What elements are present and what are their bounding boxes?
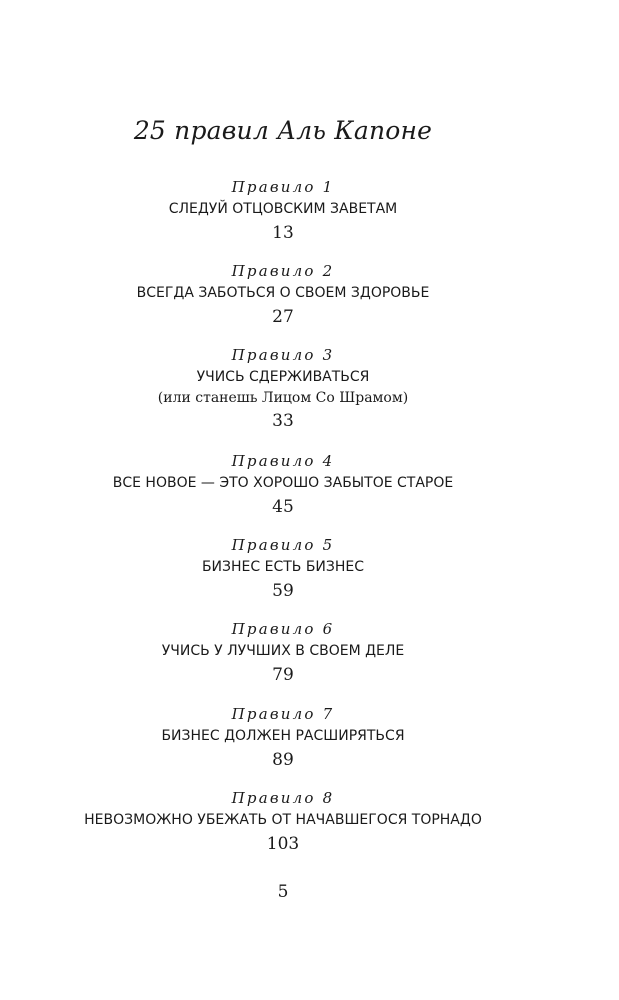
rule-page-number: 13: [272, 223, 294, 243]
rule-title: ВСЕГДА ЗАБОТЬСЯ О СВОЕМ ЗДОРОВЬЕ: [136, 285, 430, 301]
toc-entry: [0, 618, 566, 688]
rule-label: Правило 5: [231, 536, 335, 554]
toc-entry: [0, 450, 566, 520]
rule-title: ВСЕ НОВОЕ — ЭТО ХОРОШО ЗАБЫТОЕ СТАРОЕ: [112, 475, 454, 491]
toc-entry: [0, 260, 566, 330]
rule-title: УЧИСЬ СДЕРЖИВАТЬСЯ: [196, 369, 370, 385]
page-title: 25 правил Аль Капоне: [133, 116, 433, 145]
rule-title: УЧИСЬ У ЛУЧШИХ В СВОЕМ ДЕЛЕ: [161, 643, 405, 659]
toc-entry: [0, 534, 566, 604]
rule-page-number: 103: [266, 834, 300, 854]
rule-title: БИЗНЕС ЕСТЬ БИЗНЕС: [201, 559, 365, 575]
rule-label: Правило 7: [231, 705, 335, 723]
rule-page-number: 59: [272, 581, 294, 601]
rule-page-number: 45: [272, 497, 294, 517]
rule-page-number: 79: [272, 665, 294, 685]
rule-page-number: 27: [272, 307, 294, 327]
rule-title: БИЗНЕС ДОЛЖЕН РАСШИРЯТЬСЯ: [161, 728, 405, 744]
rule-subtitle: (или станешь Лицом Со Шрамом): [157, 390, 409, 406]
rule-label: Правило 8: [231, 789, 335, 807]
toc-entry: [0, 703, 566, 773]
rule-label: Правило 4: [231, 452, 335, 470]
toc-entry: [0, 344, 566, 434]
rule-label: Правило 1: [231, 178, 335, 196]
rule-page-number: 33: [272, 411, 294, 431]
rule-title: СЛЕДУЙ ОТЦОВСКИМ ЗАВЕТАМ: [168, 201, 398, 217]
rule-label: Правило 3: [231, 346, 335, 364]
rule-page-number: 89: [272, 750, 294, 770]
toc-entry: [0, 787, 566, 857]
page-number-footer: 5: [277, 882, 289, 902]
toc-entry: [0, 176, 566, 246]
rule-title: НЕВОЗМОЖНО УБЕЖАТЬ ОТ НАЧАВШЕГОСЯ ТОРНАДО: [84, 812, 482, 828]
rule-label: Правило 6: [231, 620, 335, 638]
rule-label: Правило 2: [231, 262, 335, 280]
